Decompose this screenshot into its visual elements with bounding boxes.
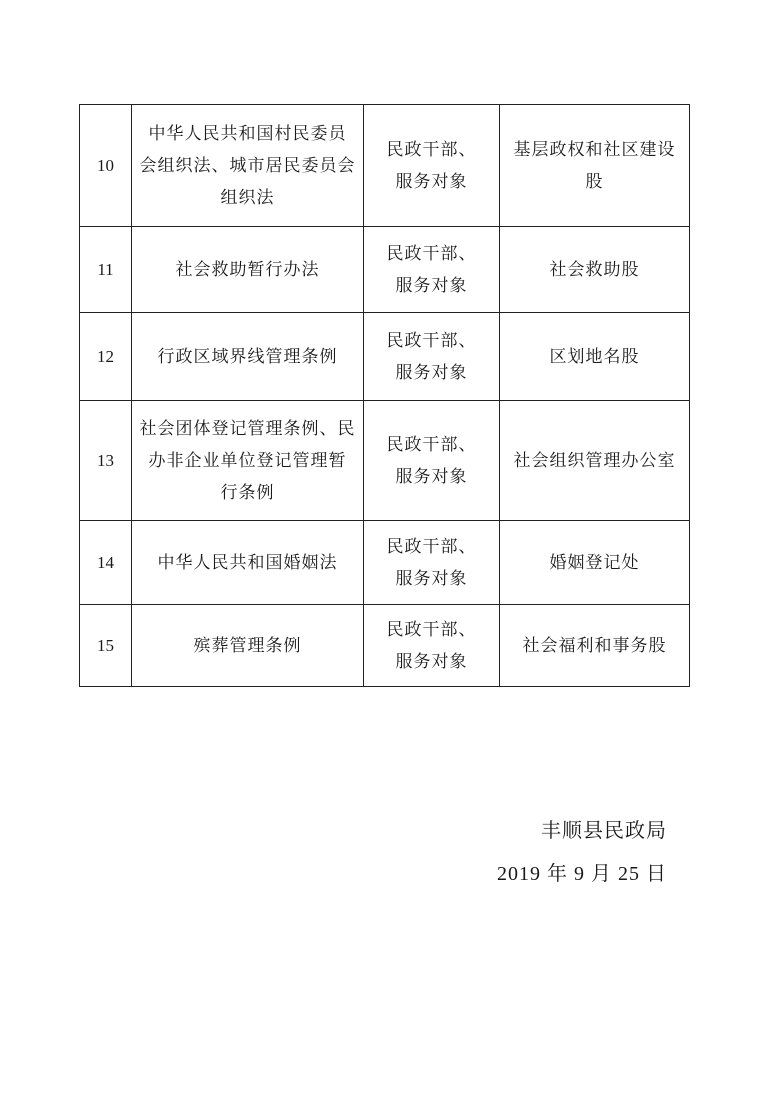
- row-number: 13: [80, 401, 132, 521]
- table-row: [80, 227, 690, 313]
- target-audience: 民政干部、 服务对象: [364, 313, 500, 401]
- law-name: 中华人民共和国婚姻法: [132, 521, 364, 605]
- responsible-department: 区划地名股: [500, 313, 690, 401]
- responsible-department: 婚姻登记处: [500, 521, 690, 605]
- table-row: [80, 401, 690, 521]
- target-audience: 民政干部、 服务对象: [364, 401, 500, 521]
- law-name: 行政区域界线管理条例: [132, 313, 364, 401]
- law-name: 殡葬管理条例: [132, 605, 364, 687]
- law-name: 社会团体登记管理条例、民 办非企业单位登记管理暂 行条例: [132, 401, 364, 521]
- responsible-department: 社会救助股: [500, 227, 690, 313]
- law-table: [79, 104, 690, 687]
- target-audience: 民政干部、 服务对象: [364, 605, 500, 687]
- law-name: 中华人民共和国村民委员 会组织法、城市居民委员会 组织法: [132, 105, 364, 227]
- responsible-department: 社会福利和事务股: [500, 605, 690, 687]
- responsible-department: 社会组织管理办公室: [500, 401, 690, 521]
- row-number: 10: [80, 105, 132, 227]
- target-audience: 民政干部、 服务对象: [364, 521, 500, 605]
- table-row: [80, 105, 690, 227]
- target-audience: 民政干部、 服务对象: [364, 105, 500, 227]
- row-number: 11: [80, 227, 132, 313]
- signature-block: [497, 812, 667, 892]
- row-number: 15: [80, 605, 132, 687]
- table-row: [80, 605, 690, 687]
- row-number: 12: [80, 313, 132, 401]
- table-row: [80, 521, 690, 605]
- issuing-organization: 丰顺县民政局: [541, 818, 667, 842]
- table-row: [80, 313, 690, 401]
- target-audience: 民政干部、 服务对象: [364, 227, 500, 313]
- law-name: 社会救助暂行办法: [132, 227, 364, 313]
- responsible-department: 基层政权和社区建设 股: [500, 105, 690, 227]
- issue-date: 2019 年 9 月 25 日: [497, 863, 667, 885]
- row-number: 14: [80, 521, 132, 605]
- law-table-body: [80, 105, 690, 687]
